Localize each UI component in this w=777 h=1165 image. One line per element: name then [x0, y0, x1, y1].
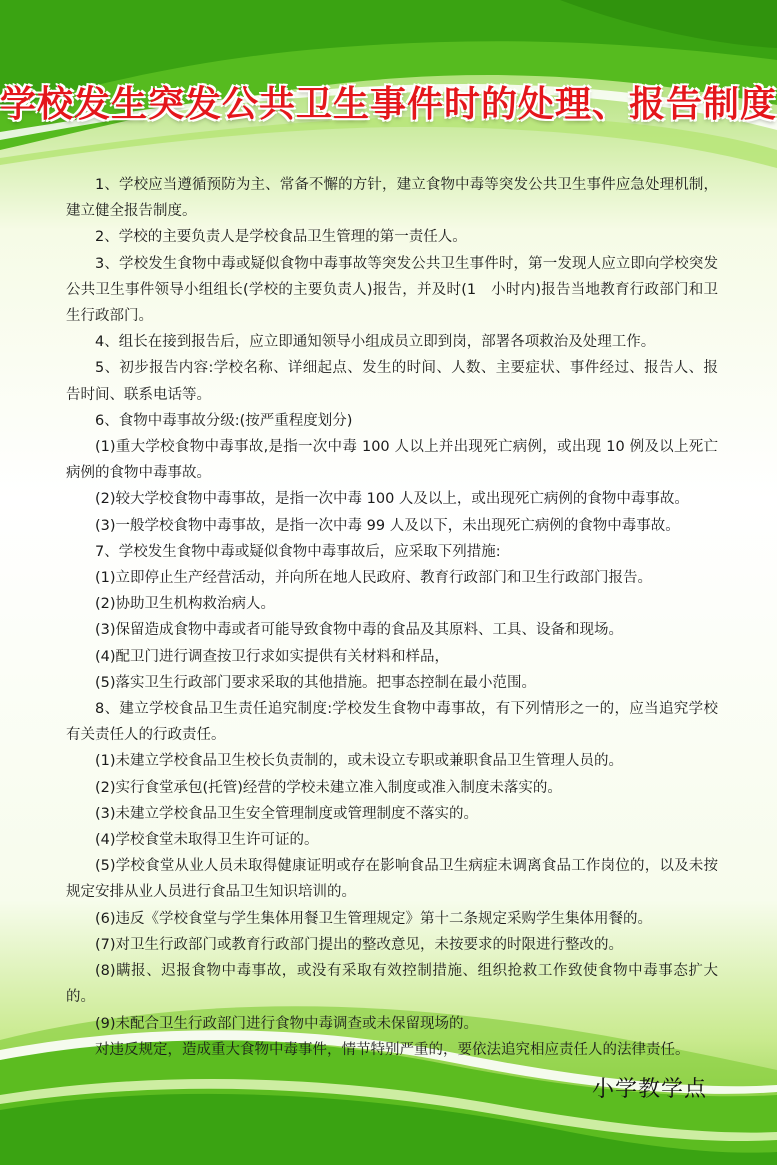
paragraph: (1)立即停止生产经营活动，并向所在地人民政府、教育行政部门和卫生行政部门报告。 — [95, 570, 653, 587]
paragraph: (2)协助卫生机构救治病人。 — [95, 596, 276, 613]
paragraph: (5)落实卫生行政部门要求采取的其他措施。把事态控制在最小范围。 — [95, 674, 537, 691]
poster-title: 学校发生突发公共卫生事件时的处理、报告制度 — [0, 84, 777, 125]
paragraph: (2)实行食堂承包(托管)经营的学校未建立准入制度或准入制度未落实的。 — [95, 779, 562, 796]
paragraph: 对违反规定，造成重大食物中毒事件，情节特别严重的，要依法追究相应责任人的法律责任。 — [95, 1041, 690, 1058]
paragraph: (3)保留造成食物中毒或者可能导致食物中毒的食品及其原料、工具、设备和现场。 — [95, 622, 624, 639]
paragraph: (2)较大学校食物中毒事故，是指一次中毒 100 人及以上，或出现死亡病例的食物中毒事故。 — [95, 491, 689, 508]
regulation-text — [66, 172, 718, 1063]
paragraph: (1)未建立学校食品卫生校长负责制的，或未设立专职或兼职食品卫生管理人员的。 — [95, 753, 624, 770]
paragraph: (4)学校食堂未取得卫生许可证的。 — [95, 832, 319, 849]
school-name: 小学教学点 — [591, 1077, 707, 1102]
paragraph: 5、初步报告内容:学校名称、详细起点、发生的时间、人数、主要症状、事件经过、报告人、报告时间、联系电话等。 — [66, 360, 718, 403]
paragraph: (3)一般学校食物中毒事故，是指一次中毒 99 人及以下，未出现死亡病例的食物中毒事故。 — [95, 517, 680, 534]
paragraph: 6、食物中毒事故分级:(按严重程度划分) — [95, 412, 353, 429]
paragraph: (3)未建立学校食品卫生安全管理制度或管理制度不落实的。 — [95, 805, 479, 822]
paragraph: (4)配卫门进行调查按卫行求如实提供有关材料和样品， — [95, 648, 450, 665]
paragraph: 7、学校发生食物中毒或疑似食物中毒事故后，应采取下列措施: — [95, 543, 501, 560]
paragraph: 8、建立学校食品卫生责任追究制度:学校发生食物中毒事故，有下列情形之一的，应当追究学校有关责任人的行政责任。 — [66, 701, 718, 744]
paragraph: (6)违反《学校食堂与学生集体用餐卫生管理规定》第十二条规定采购学生集体用餐的。 — [95, 910, 653, 927]
paragraph: 3、学校发生食物中毒或疑似食物中毒事故等突发公共卫生事件时，第一发现人应立即向学校突发公共卫生事件领导小组组长(学校的主要负责人)报告，并及时(1 小时内)报告当地教育行政部门和卫生行政部门。 — [66, 255, 718, 325]
paragraph: (8)瞒报、迟报食物中毒事故，或没有采取有效控制措施、组织抢救工作致使食物中毒事态扩大的。 — [66, 963, 718, 1006]
paragraph: 1、学校应当遵循预防为主、常备不懈的方针，建立食物中毒等突发公共卫生事件应急处理机制，建立健全报告制度。 — [66, 177, 718, 220]
paragraph: 4、组长在接到报告后，应立即通知领导小组成员立即到岗，部署各项救治及处理工作。 — [95, 334, 656, 351]
paragraph: (1)重大学校食物中毒事故,是指一次中毒 100 人以上并出现死亡病例，或出现 10 例及以上死亡病例的食物中毒事故。 — [66, 439, 718, 482]
paragraph: (9)未配合卫生行政部门进行食物中毒调查或未保留现场的。 — [95, 1015, 479, 1032]
paragraph: 2、学校的主要负责人是学校食品卫生管理的第一责任人。 — [95, 229, 467, 246]
paragraph: (5)学校食堂从业人员未取得健康证明或存在影响食品卫生病症未调离食品工作岗位的，以及未按规定安排从业人员进行食品卫生知识培训的。 — [66, 858, 718, 901]
paragraph: (7)对卫生行政部门或教育行政部门提出的整改意见，未按要求的时限进行整改的。 — [95, 936, 624, 953]
